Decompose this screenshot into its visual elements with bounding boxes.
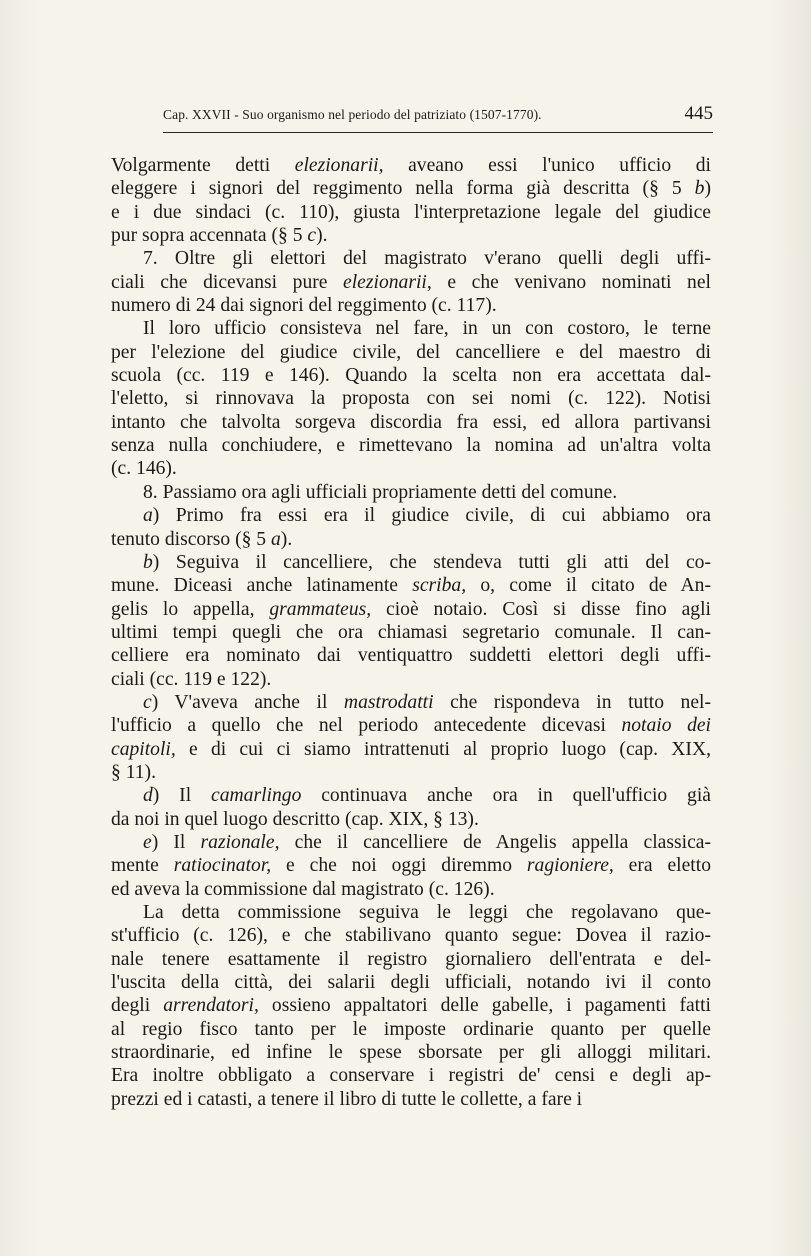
text-line: ciali (cc. 119 e 122).: [111, 668, 272, 690]
text-line: degli arrendatori, ossieno appaltatori delle gabelle, i pagamenti fatti: [111, 995, 711, 1017]
text-line: st'ufficio (c. 126), e che stabilivano quanto segue: Dovea il razio-: [111, 925, 711, 947]
text-line: nale tenere esattamente il registro giornaliero dell'entrata e del-: [111, 948, 711, 970]
italic-term: mastrodatti: [343, 691, 434, 713]
italic-term: a: [271, 528, 281, 550]
italic-term: ragioniere,: [526, 855, 614, 877]
text-line: senza nulla conchiudere, e rimettevano la nomina ad un'altra volta: [111, 435, 711, 457]
running-head: Cap. XXVII - Suo organismo nel periodo del patriziato (1507-1770).: [163, 107, 542, 122]
text-line: a) Primo fra essi era il giudice civile, di cui abbiamo ora: [143, 505, 711, 527]
text-line: e) Il razionale, che il cancelliere de Angelis appella classica-: [143, 831, 711, 853]
text-line: per l'elezione del giudice civile, del cancelliere e del maestro di: [111, 341, 711, 363]
text-line: l'eletto, si rinnovava la proposta con sei nomi (c. 122). Notisi: [111, 388, 711, 410]
text-line: La detta commissione seguiva le leggi che regolavano que-: [143, 902, 711, 923]
text-line: pur sopra accennata (§ 5 c).: [111, 225, 328, 247]
text-line: d) Il camarlingo continuava anche ora in quell'ufficio già: [143, 785, 711, 807]
text-line: 8. Passiamo ora agli ufficiali propriamente detti del comune.: [143, 481, 618, 503]
text-line: straordinarie, ed infine le spese sborsate per gli alloggi militari.: [111, 1042, 711, 1064]
text-line: Il loro ufficio consisteva nel fare, in un con costoro, le terne: [143, 318, 711, 340]
text-line: ed aveva la commissione dal magistrato (c. 126).: [111, 878, 495, 900]
text-line: da noi in quel luogo descritto (cap. XIX, § 13).: [111, 808, 479, 830]
italic-term: elezionarii,: [343, 271, 432, 293]
italic-term: grammateus,: [269, 598, 372, 620]
italic-term: e: [143, 831, 152, 853]
text-line: ciali che dicevansi pure elezionarii, e che venivano nominati nel: [111, 271, 711, 293]
text-line: l'uscita della città, dei salarii degli ufficiali, notando ivi il conto: [111, 972, 711, 994]
text-line: e i due sindaci (c. 110), giusta l'interpretazione legale del giudice: [111, 201, 711, 223]
text-line: eleggere i signori del reggimento nella forma già descritta (§ 5 b): [111, 178, 711, 200]
text-line: 7. Oltre gli elettori del magistrato v'erano quelli degli uffi-: [143, 248, 711, 270]
italic-term: a: [143, 505, 153, 527]
text-line: prezzi ed i catasti, a tenere il libro di tutte le collette, a fare i: [111, 1088, 583, 1110]
italic-term: b: [694, 178, 705, 200]
text-line: tenuto discorso (§ 5 a).: [111, 528, 293, 550]
text-line: mente ratiocinator, e che noi oggi diremmo ragioniere, era eletto: [111, 855, 711, 877]
page-header: [163, 103, 713, 125]
text-line: capitoli, e di cui ci siamo intrattenuti al proprio luogo (cap. XIX,: [111, 738, 711, 760]
italic-term: scriba,: [412, 575, 467, 597]
header-rule: [163, 132, 713, 133]
text-line: celliere era nominato dai ventiquattro suddetti elettori degli uffi-: [111, 645, 711, 667]
text-line: § 11).: [111, 761, 156, 783]
italic-term: elezionarii,: [294, 155, 384, 176]
text-line: intanto che talvolta sorgeva discordia fra essi, ed allora partivansi: [111, 411, 711, 433]
text-line: (c. 146).: [111, 458, 177, 480]
text-line: l'ufficio a quello che nel periodo antecedente dicevasi notaio dei: [111, 715, 712, 737]
text-line: al regio fisco tanto per le imposte ordinarie quanto per quelle: [111, 1018, 711, 1040]
italic-term: c: [307, 225, 317, 247]
italic-term: razionale,: [200, 831, 280, 853]
italic-term: notaio dei: [621, 715, 712, 737]
text-line: c) V'aveva anche il mastrodatti che rispondeva in tutto nel-: [143, 691, 711, 713]
text-line: scuola (cc. 119 e 146). Quando la scelta non era accettata dal-: [111, 365, 711, 387]
text-line: numero di 24 dai signori del reggimento (c. 117).: [111, 295, 497, 317]
italic-term: b: [143, 551, 153, 573]
italic-term: ratiocinator,: [173, 855, 272, 877]
body-text: [111, 154, 711, 1111]
text-line: b) Seguiva il cancelliere, che stendeva tutti gli atti del co-: [143, 551, 711, 573]
text-line: mune. Diceasi anche latinamente scriba, o, come il citato de An-: [111, 575, 711, 597]
page-number: 445: [684, 103, 713, 124]
italic-term: d: [143, 785, 153, 807]
italic-term: camarlingo: [211, 785, 302, 807]
text-line: Era inoltre obbligato a conservare i registri de' censi e degli ap-: [111, 1065, 711, 1087]
italic-term: c: [143, 691, 152, 713]
text-line: gelis lo appella, grammateus, cioè notaio. Così si disse fino agli: [111, 598, 711, 620]
text-line: Volgarmente detti elezionarii, aveano essi l'unico ufficio di: [111, 155, 711, 176]
text-line: ultimi tempi quegli che ora chiamasi segretario comunale. Il can-: [111, 621, 711, 643]
italic-term: arrendatori,: [163, 995, 259, 1017]
italic-term: capitoli,: [111, 738, 176, 760]
